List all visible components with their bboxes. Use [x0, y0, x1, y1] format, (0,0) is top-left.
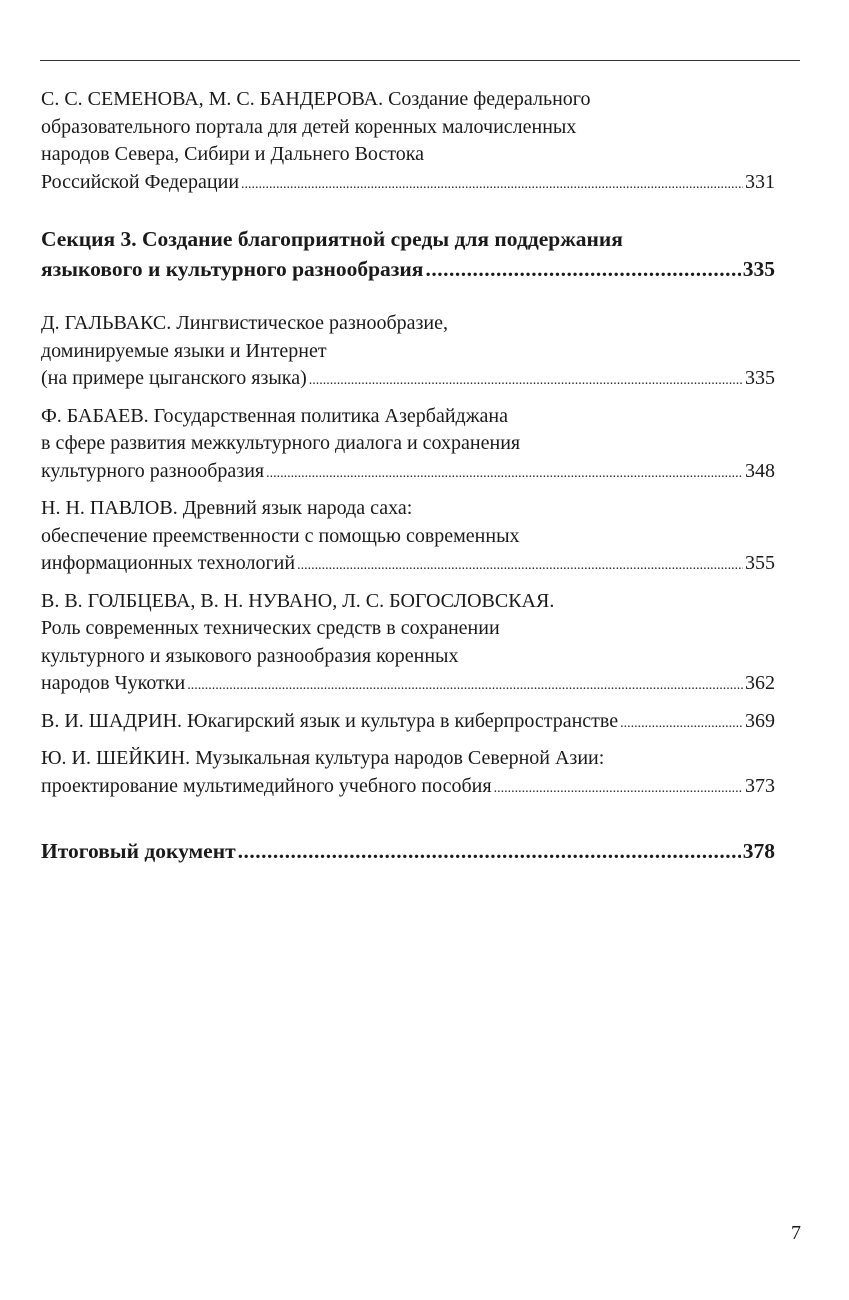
- entry-page-number: 373: [745, 774, 775, 797]
- toc-entry-shadrin[interactable]: [41, 708, 775, 738]
- entry-line: культурного и языкового разнообразия коренных: [41, 644, 459, 667]
- entry-line: обеспечение преемственности с помощью современных: [41, 524, 520, 547]
- dot-leader: [297, 552, 743, 580]
- dot-leader: [238, 836, 741, 866]
- final-document-heading[interactable]: [41, 836, 775, 866]
- toc-entry-golbtseva[interactable]: [41, 588, 775, 700]
- dot-leader: [241, 171, 743, 199]
- section-leader-line: [41, 254, 775, 284]
- dot-leader: [309, 367, 743, 395]
- toc-entry-sheikin[interactable]: [41, 745, 775, 802]
- entry-leader-line: [41, 458, 775, 488]
- toc-entry-semenova[interactable]: [41, 86, 775, 198]
- dot-leader: [425, 254, 740, 284]
- entry-line: Д. ГАЛЬВАКС. Лингвистическое разнообразие,: [41, 312, 449, 334]
- entry-page-number: 348: [745, 459, 775, 482]
- entry-leader-line: [41, 773, 775, 803]
- entry-line: доминируемые языки и Интернет: [41, 339, 327, 362]
- entry-last-line: Российской Федерации: [41, 170, 240, 193]
- entry-leader-line: [41, 708, 775, 738]
- entry-page-number: 362: [745, 672, 775, 694]
- entry-line: С. С. СЕМЕНОВА, М. С. БАНДЕРОВА. Создание федерального: [41, 88, 591, 110]
- toc-entry-babaev[interactable]: [41, 403, 775, 488]
- section-title-line: Секция 3. Создание благоприятной среды для поддержания: [41, 227, 623, 251]
- entry-last-line: проектирование мультимедийного учебного пособия: [41, 774, 492, 797]
- entry-last-line: культурного разнообразия: [41, 459, 265, 482]
- entry-line: народов Севера, Сибири и Дальнего Востока: [41, 143, 425, 165]
- entry-line: образовательного портала для детей коренных малочисленных: [41, 115, 577, 138]
- entry-line: Ю. И. ШЕЙКИН. Музыкальная культура народов Северной Азии:: [41, 747, 605, 769]
- entry-last-line: народов Чукотки: [41, 672, 186, 694]
- entry-leader-line: [41, 365, 775, 395]
- table-of-contents: [41, 86, 775, 866]
- entry-leader-line: [41, 550, 775, 580]
- section-title-last-line: языкового и культурного разнообразия: [41, 257, 424, 281]
- section-leader-line: [41, 836, 775, 866]
- entry-last-line: информационных технологий: [41, 552, 296, 574]
- entry-page-number: 355: [745, 552, 775, 574]
- dot-leader: [494, 775, 743, 803]
- toc-entry-galvaks[interactable]: [41, 310, 775, 395]
- entry-leader-line: [41, 169, 775, 199]
- section-page-number: 335: [742, 257, 775, 281]
- top-rule: [40, 60, 800, 61]
- entry-leader-line: [41, 670, 775, 700]
- entry-line: Ф. БАБАЕВ. Государственная политика Азербайджана: [41, 404, 508, 427]
- section-heading[interactable]: [41, 224, 775, 284]
- entry-last-line: (на примере цыганского языка): [41, 367, 307, 389]
- entry-line: в сфере развития межкультурного диалога и сохранения: [41, 432, 521, 454]
- page-number: 7: [791, 1222, 801, 1244]
- entry-line: Роль современных технических средств в сохранении: [41, 617, 500, 639]
- final-document-title: Итоговый документ: [41, 839, 236, 863]
- entry-page-number: 369: [745, 709, 775, 732]
- dot-leader: [266, 460, 743, 488]
- entry-line: В. В. ГОЛБЦЕВА, В. Н. НУВАНО, Л. С. БОГОСЛОВСКАЯ.: [41, 589, 555, 612]
- toc-entry-pavlov[interactable]: [41, 495, 775, 580]
- entry-page-number: 331: [745, 170, 775, 193]
- entry-last-line: В. И. ШАДРИН. Юкагирский язык и культура в киберпространстве: [41, 709, 619, 732]
- final-document-page-number: 378: [742, 839, 775, 863]
- entry-line: Н. Н. ПАВЛОВ. Древний язык народа саха:: [41, 497, 413, 519]
- entry-page-number: 335: [745, 367, 775, 389]
- dot-leader: [620, 710, 743, 738]
- dot-leader: [187, 672, 743, 700]
